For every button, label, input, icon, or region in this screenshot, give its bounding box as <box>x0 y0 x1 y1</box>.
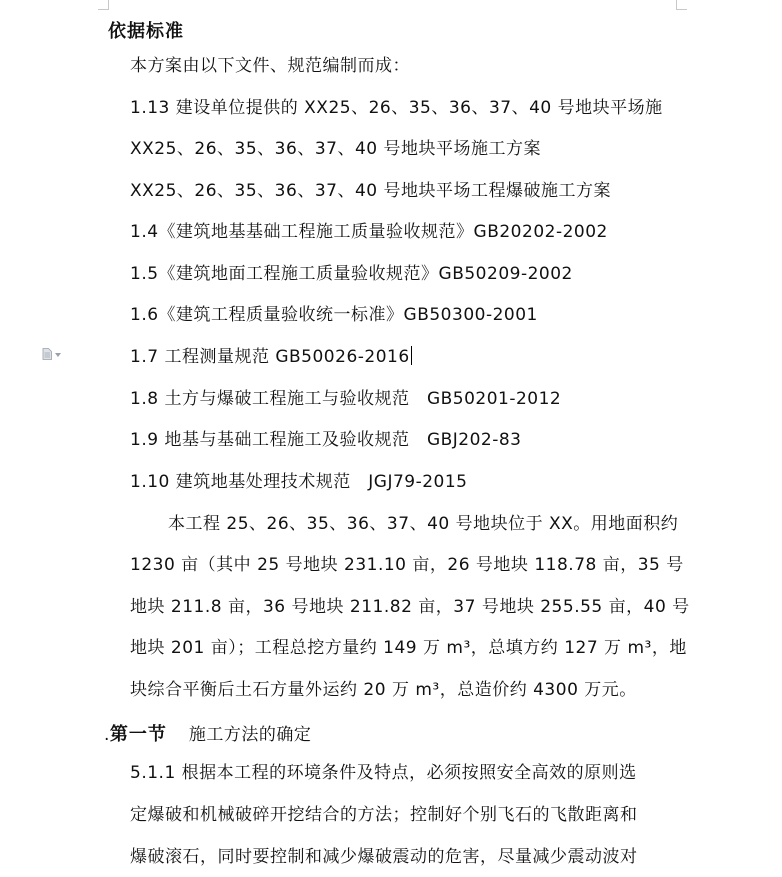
summary-line: 地块 201 亩）；工程总挖方量约 149 万 m³，总填方约 127 万 m³，地 <box>130 638 687 658</box>
reference-line: XX25、26、35、36、37、40 号地块平场施工方案 <box>130 139 541 159</box>
text-cursor <box>411 346 412 365</box>
section-title: 施工方法的确定 <box>188 725 312 745</box>
section-prefix: . <box>104 725 110 745</box>
chevron-down-icon <box>55 353 61 357</box>
intro-line: 本方案由以下文件、规范编制而成： <box>130 56 410 76</box>
reference-line: 1.8 土方与爆破工程施工与验收规范 GB50201-2012 <box>130 389 562 409</box>
reference-line: 1.10 建筑地基处理技术规范 JGJ79-2015 <box>130 472 468 492</box>
method-line: 定爆破和机械破碎开挖结合的方法；控制好个别飞石的飞散距离和 <box>130 805 638 825</box>
corner-mark-right <box>676 0 687 10</box>
section-label: 第一节 <box>109 724 167 745</box>
paragraph-margin-marker[interactable] <box>42 347 68 361</box>
reference-line: XX25、26、35、36、37、40 号地块平场工程爆破施工方案 <box>130 181 611 201</box>
reference-line: 1.9 地基与基础工程施工及验收规范 GBJ202-83 <box>130 430 522 450</box>
reference-text: 1.7 工程测量规范 GB50026-2016 <box>130 347 410 367</box>
section-heading <box>104 724 311 746</box>
summary-line: 地块 211.8 亩，36 号地块 211.82 亩，37 号地块 255.55 亩，40 号 <box>130 597 690 617</box>
reference-line: 1.5《建筑地面工程施工质量验收规范》GB50209-2002 <box>130 264 573 284</box>
corner-mark-left <box>98 0 109 10</box>
document-icon <box>42 348 52 360</box>
reference-line[interactable] <box>130 346 412 368</box>
summary-line: 块综合平衡后土石方量外运约 20 万 m³，总造价约 4300 万元。 <box>130 680 637 700</box>
method-line: 爆破滚石，同时要控制和减少爆破震动的危害，尽量减少震动波对 <box>130 847 638 867</box>
summary-line: 1230 亩（其中 25 号地块 231.10 亩，26 号地块 118.78 亩，35 号 <box>130 555 684 575</box>
heading: 依据标准 <box>108 21 184 42</box>
method-line: 5.1.1 根据本工程的环境条件及特点，必须按照安全高效的原则选 <box>130 763 637 783</box>
reference-line: 1.4《建筑地基基础工程施工质量验收规范》GB20202-2002 <box>130 222 608 242</box>
summary-line: 本工程 25、26、35、36、37、40 号地块位于 XX。用地面积约 <box>168 514 679 534</box>
reference-line: 1.6《建筑工程质量验收统一标准》GB50300-2001 <box>130 305 538 325</box>
reference-line: 1.13 建设单位提供的 XX25、26、35、36、37、40 号地块平场施 <box>130 98 663 118</box>
